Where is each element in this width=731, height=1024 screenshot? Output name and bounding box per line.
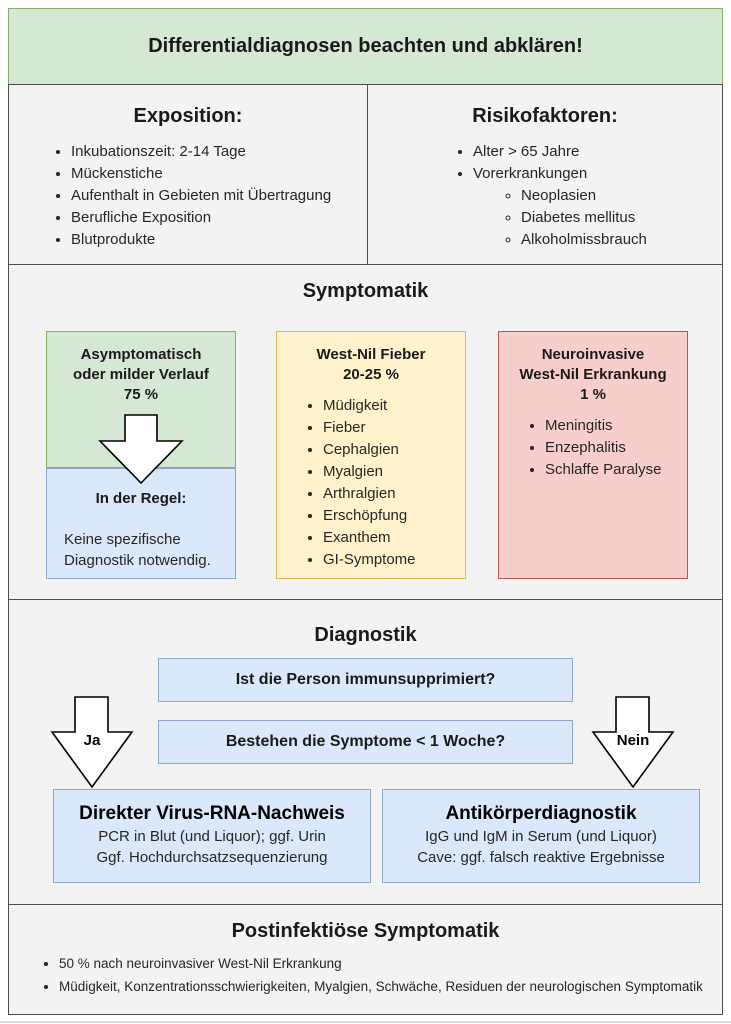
exposition-panel xyxy=(9,85,367,264)
list-item xyxy=(473,163,722,251)
question-text: Ist die Person immunsupprimiert? xyxy=(235,671,496,688)
list-item: • Aufenthalt in Gebieten mit Übertragung xyxy=(71,185,367,207)
symptomatik-title: Symptomatik xyxy=(302,280,429,302)
westnil-fever-box xyxy=(276,331,466,579)
question-symptom-duration-box xyxy=(158,720,573,764)
antibody-title: Antikörperdiagnostik xyxy=(445,803,637,824)
list-item: • Arthralgien xyxy=(323,483,465,505)
nein-arrow xyxy=(591,696,675,788)
risk-sublist xyxy=(473,185,722,251)
title-line: West-Nil Fieber xyxy=(316,346,426,363)
ja-label: Ja xyxy=(83,732,101,749)
virus-rna-title: Direkter Virus-RNA-Nachweis xyxy=(79,803,345,824)
exposition-list xyxy=(9,141,367,251)
page-edge-line xyxy=(0,1021,731,1023)
ja-arrow xyxy=(50,696,134,788)
list-item: • Meningitis xyxy=(545,415,687,437)
antibody-line: Cave: ggf. falsch reaktive Ergebnisse xyxy=(417,849,665,866)
exposition-title: Exposition: xyxy=(133,105,243,127)
neuroinvasive-box xyxy=(498,331,688,579)
list-item: • Inkubationszeit: 2-14 Tage xyxy=(71,141,367,163)
list-item-label: Alter > 65 Jahre xyxy=(473,143,580,160)
list-item xyxy=(473,141,722,163)
list-item: • Müdigkeit, Konzentrationsschwierigkeiten, Myalgien, Schwäche, Residuen der neurologischen Symptomatik xyxy=(59,975,722,998)
list-item: • Cephalgien xyxy=(323,439,465,461)
down-arrow-icon xyxy=(98,414,184,484)
exposition-risk-band xyxy=(8,84,723,265)
list-item-label: Vorerkrankungen xyxy=(473,165,588,182)
neuroinvasive-list xyxy=(499,415,687,481)
title-line: oder milder Verlauf xyxy=(73,366,209,383)
virus-rna-line: PCR in Blut (und Liquor); ggf. Urin xyxy=(98,828,326,845)
antibody-box xyxy=(382,789,700,883)
list-item: ◦ Alkoholmissbrauch xyxy=(521,229,722,251)
westnil-fever-list xyxy=(277,395,465,571)
list-item: • Berufliche Exposition xyxy=(71,207,367,229)
list-item: • Blutprodukte xyxy=(71,229,367,251)
title-line: Asymptomatisch xyxy=(80,346,202,363)
title-banner xyxy=(8,8,723,85)
westnil-fever-title xyxy=(283,345,459,385)
list-item: • Exanthem xyxy=(323,527,465,549)
no-diagnostic-note-box xyxy=(46,468,236,579)
virus-rna-box xyxy=(53,789,371,883)
list-item: • Schlaffe Paralyse xyxy=(545,459,687,481)
list-item: ◦ Neoplasien xyxy=(521,185,722,207)
title-line: 1 % xyxy=(580,386,606,403)
list-item: • Erschöpfung xyxy=(323,505,465,527)
list-item: • Myalgien xyxy=(323,461,465,483)
note-text: Keine spezifische Diagnostik notwendig. xyxy=(64,531,211,569)
diagnostik-band xyxy=(8,599,723,905)
symptomatik-band xyxy=(8,264,723,600)
asymptomatic-box-title xyxy=(53,345,229,405)
list-item: • GI-Symptome xyxy=(323,549,465,571)
risk-panel xyxy=(367,85,722,264)
list-item: • Müdigkeit xyxy=(323,395,465,417)
list-item: • Fieber xyxy=(323,417,465,439)
note-title: In der Regel: xyxy=(95,490,187,507)
question-immunosuppressed-box xyxy=(158,658,573,702)
page-title: Differentialdiagnosen beachten und abklären! xyxy=(148,35,583,57)
risk-list xyxy=(368,141,722,251)
postinfectious-title: Postinfektiöse Symptomatik xyxy=(231,920,500,942)
antibody-line: IgG und IgM in Serum (und Liquor) xyxy=(425,828,657,845)
question-text: Bestehen die Symptome < 1 Woche? xyxy=(225,733,506,750)
diagnostik-title: Diagnostik xyxy=(314,624,417,646)
list-item: ◦ Diabetes mellitus xyxy=(521,207,722,229)
neuroinvasive-title xyxy=(505,345,681,405)
title-line: Neuroinvasive xyxy=(541,346,645,363)
postinfectious-band xyxy=(8,904,723,1015)
virus-rna-line: Ggf. Hochdurchsatzsequenzierung xyxy=(96,849,328,866)
title-line: 75 % xyxy=(123,386,159,403)
nein-label: Nein xyxy=(616,732,650,749)
title-line: 20-25 % xyxy=(343,366,399,383)
title-line: West-Nil Erkrankung xyxy=(519,366,667,383)
list-item: • 50 % nach neuroinvasiver West-Nil Erkrankung xyxy=(59,952,722,975)
list-item: • Mückenstiche xyxy=(71,163,367,185)
risk-title: Risikofaktoren: xyxy=(472,105,618,127)
list-item: • Enzephalitis xyxy=(545,437,687,459)
postinfectious-list xyxy=(9,952,722,998)
